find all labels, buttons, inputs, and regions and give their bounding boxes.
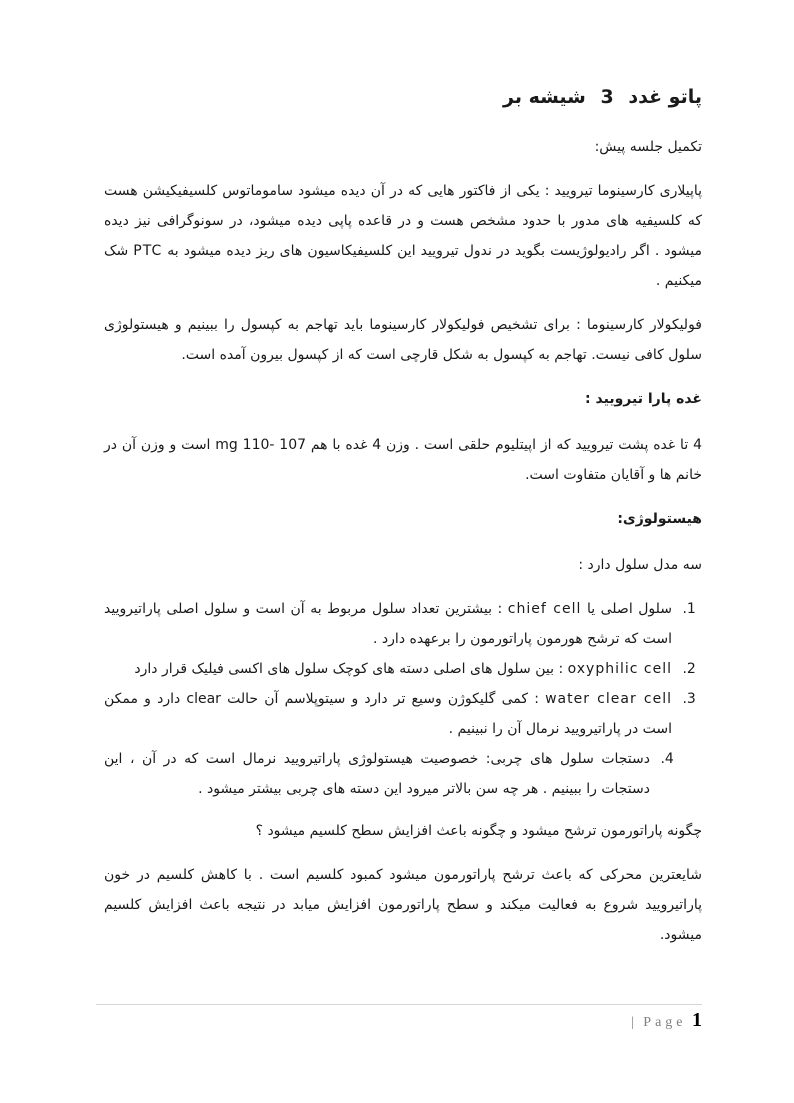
ptc-tail: شک میکنیم .: [104, 243, 702, 289]
parathyroid-paragraph: 4 تا غده پشت تیرویید که از اپیتلیوم حلقی است . وزن 4 غده با هم 107 -110 mg است و وزن آن در خانم ها و آقایان متفاوت است.: [104, 437, 702, 483]
page-title: [104, 80, 702, 114]
parathyroid-heading: غده پارا تیرویید :: [585, 391, 702, 407]
footer-separator: |: [630, 1015, 634, 1030]
title-main: پاتو غدد: [628, 86, 702, 108]
item-post: : کمی گلیکوژن وسیع تر دارد و سیتوپلاسم آن حالت clear دارد و ممکن است در پاراتیرویید نرمال آن را نبینیم .: [104, 691, 672, 737]
item-post: : بیشترین تعداد سلول مربوط به آن است و سلول اصلی پاراتیرویید است که ترشح هورمون پاراتورمون را برعهده دارد .: [104, 601, 672, 647]
item-pre: سلول اصلی یا: [586, 601, 673, 617]
page-footer: [631, 1009, 702, 1032]
answer-text: شایعترین محرکی که باعث ترشح پاراتورمون میشود کمبود کلسیم است . با کاهش کلسیم در خون پاراتیرویید شروع به فعالیت میکند و سطح پاراتورمون افزایش میابد در نتیجه باعث افزایش کلسیم میشود.: [104, 867, 702, 943]
item-post: : بین سلول های اصلی دسته های کوچک سلول های اکسی فیلیک قرار دارد: [134, 661, 564, 677]
cell-types-list: [104, 594, 702, 804]
title-rest: شیشه بر: [503, 86, 586, 108]
ptc-paragraph: [104, 176, 702, 296]
item-latin: oxyphilic cell: [567, 661, 672, 677]
title-number: 3: [600, 86, 614, 108]
item-latin: chief cell: [507, 601, 582, 617]
footer-page-number: 1: [692, 1009, 702, 1031]
list-item: [104, 654, 678, 684]
question-text: چگونه پاراتورمون ترشح میشود و چگونه باعث افزایش سطح کلسیم میشود ؟: [255, 823, 702, 839]
cell-types-intro: سه مدل سلول دارد :: [578, 557, 702, 573]
document-body: [104, 80, 702, 964]
histology-heading: هیستولوژی:: [617, 511, 702, 527]
item-latin: water clear cell: [545, 691, 672, 707]
follicular-paragraph: فولیکولار کارسینوما : برای تشخیص فولیکولار کارسینوما باید تهاجم به کپسول را ببینیم و هیستولوژی سلول کافی نیست. تهاجم به کپسول به شکل قارچی است که از کپسول بیرون آمده است.: [104, 317, 702, 363]
ptc-text: پاپیلاری کارسینوما تیرویید : یکی از فاکتور هایی که در آن دیده میشود ساموماتوس کلسیفیکیشن هست که کلسیفیه های مدور با حدود مشخص هست و در قاعده پاپی دیده میشود، در سونوگرافی نیز دیده میشود . اگر رادیولوژیست بگوید در ندول تیرویید این کلسیفیکاسیون های ریز دیده میشود به: [104, 183, 702, 259]
footer-page-label: Page: [643, 1015, 687, 1030]
item-post: دستجات سلول های چربی: خصوصیت هیستولوژی پاراتیرویید نرمال است که در آن ، این دستجات را ببینیم . هر چه سن بالاتر میرود این دسته های چربی بیشتر میشود .: [104, 751, 650, 797]
intro-text: تکمیل جلسه پیش:: [594, 139, 702, 155]
ptc-abbr: PTC: [133, 243, 163, 259]
list-item: [104, 594, 678, 654]
footer-divider: [96, 1004, 702, 1005]
list-item: [104, 744, 656, 804]
list-item: [104, 684, 678, 744]
